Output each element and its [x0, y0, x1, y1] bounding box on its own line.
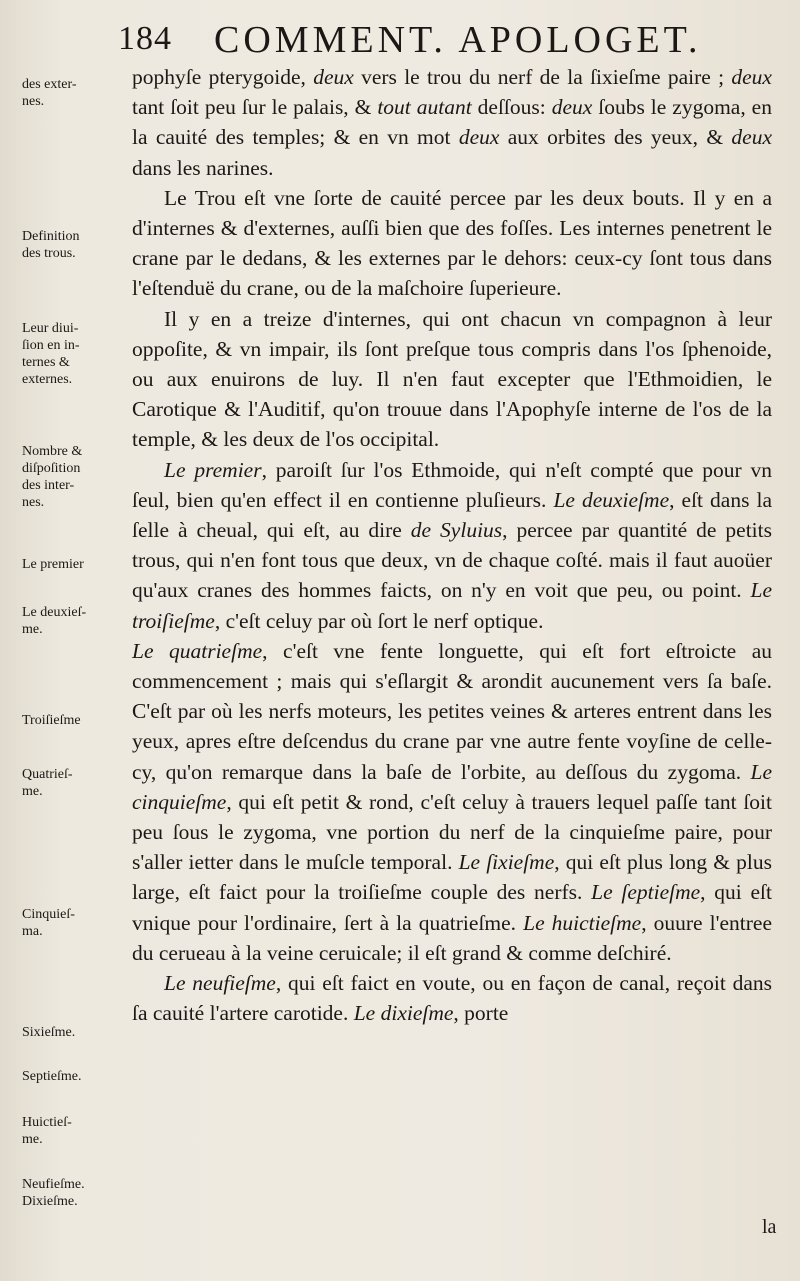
margin-note-cinquiesme: Cinquieſ- ma.: [22, 907, 75, 939]
margin-note-definition: Definition des trous.: [22, 229, 80, 261]
page-header: [118, 14, 778, 62]
margin-note-externes: des exter- nes.: [22, 77, 77, 109]
paragraph: Le neufieſme, qui eſt faict en voute, ou en façon de canal, reçoit dans ſa cauité l'artere carotide. Le dixieſme, porte: [132, 971, 773, 1026]
catchword: la: [762, 1216, 777, 1238]
margin-note-septiesme: Septieſme.: [22, 1069, 82, 1084]
margin-note-nombre: Nombre & diſpoſition des inter- nes.: [22, 444, 83, 510]
page-number: 184: [118, 20, 172, 57]
body-text: [132, 62, 772, 1029]
margin-note-deuxiesme: Le deuxieſ- me.: [22, 605, 87, 637]
margin-note-quatriesme: Quatrieſ- me.: [22, 767, 73, 799]
margin-note-troisiesme: Troiſieſme: [22, 713, 81, 728]
paragraph: pophyſe pterygoide, deux vers le trou du nerf de la ſixieſme paire ; deux tant ſoit peu ſur le palais, & tout autant deſſous: deux ſoubs le zygoma, en la cauité des temples; & en vn mot deux aux orbites des yeux, & deux dans les narines.: [132, 65, 772, 180]
paragraph: Il y en a treize d'internes, qui ont chacun vn compagnon à leur oppoſite, & vn impair, ils ſont preſque tous compris dans l'os ſphenoide, ou aux enuirons de luy. Il n'en faut excepter que l'Ethmoidien, le Carotique & l'Auditif, qu'on trouue dans l'Apophyſe interne de l'os de la temple, & les deux de l'os occipital.: [132, 306, 772, 452]
paragraph: Le Trou eſt vne ſorte de cauité percee par les deux bouts. Il y en a d'internes & d'externes, auſſi bien que des foſſes. Les internes penetrent le crane par le dedans, & les externes par le dehors: ceux-cy ſont tous dans l'eſtenduë du crane, ou de la maſchoire ſuperieure.: [132, 185, 772, 301]
running-title: COMMENT. APOLOGET.: [214, 19, 702, 61]
paragraph: Le quatrieſme, c'eſt vne fente longuette, qui eſt fort eſtroicte au commencement ; mais qui s'eſlargit & arondit aucunement vers ſa baſe. C'eſt par où les nerfs moteurs, les petites veines & arteres entrent dans les yeux, apres eſtre deſcendus du crane par vne autre fente voyſine de celle-cy, qu'on remarque dans la baſe de l'orbite, au deſſous du zygoma. Le cinquieſme, qui eſt petit & rond, c'eſt celuy à trauers lequel paſſe tant ſoit peu ſous le zygoma, vne portion du nerf de la cinquieſme paire, pour s'aller ietter dans le muſcle temporal. Le ſixieſme, qui eſt plus long & plus large, eſt faict pour la troiſieſme couple des nerfs. Le ſeptieſme, qui eſt vnique pour l'ordinaire, ſert à la quatrieſme. Le huictieſme, ouure l'entree du cerueau à la veine ceruicale; il eſt grand & comme deſchiré.: [132, 638, 773, 965]
paragraph: Le premier, paroiſt ſur l'os Ethmoide, qui n'eſt compté que pour vn ſeul, bien qu'en effect il en contienne pluſieurs. Le deuxieſme, eſt dans la ſelle à cheual, qui eſt, au dire de Syluius, percee par quantité de petits trous, qui n'en font tous que deux, vn de chaque coſté. mais il faut auoüer qu'aux cranes des hommes faicts, on n'y en voit que peu, ou point. Le troiſieſme, c'eſt celuy par où ſort le nerf optique.: [132, 457, 772, 633]
margin-note-diuision: Leur diui- ſion en in- ternes & externes.: [22, 321, 80, 387]
margin-note-sixiesme: Sixieſme.: [22, 1025, 76, 1040]
margin-note-neufiesme-dixiesme: Neufieſme. Dixieſme.: [22, 1177, 85, 1209]
margin-note-premier: Le premier: [22, 557, 84, 572]
margin-note-huictiesme: Huictieſ- me.: [22, 1115, 72, 1147]
